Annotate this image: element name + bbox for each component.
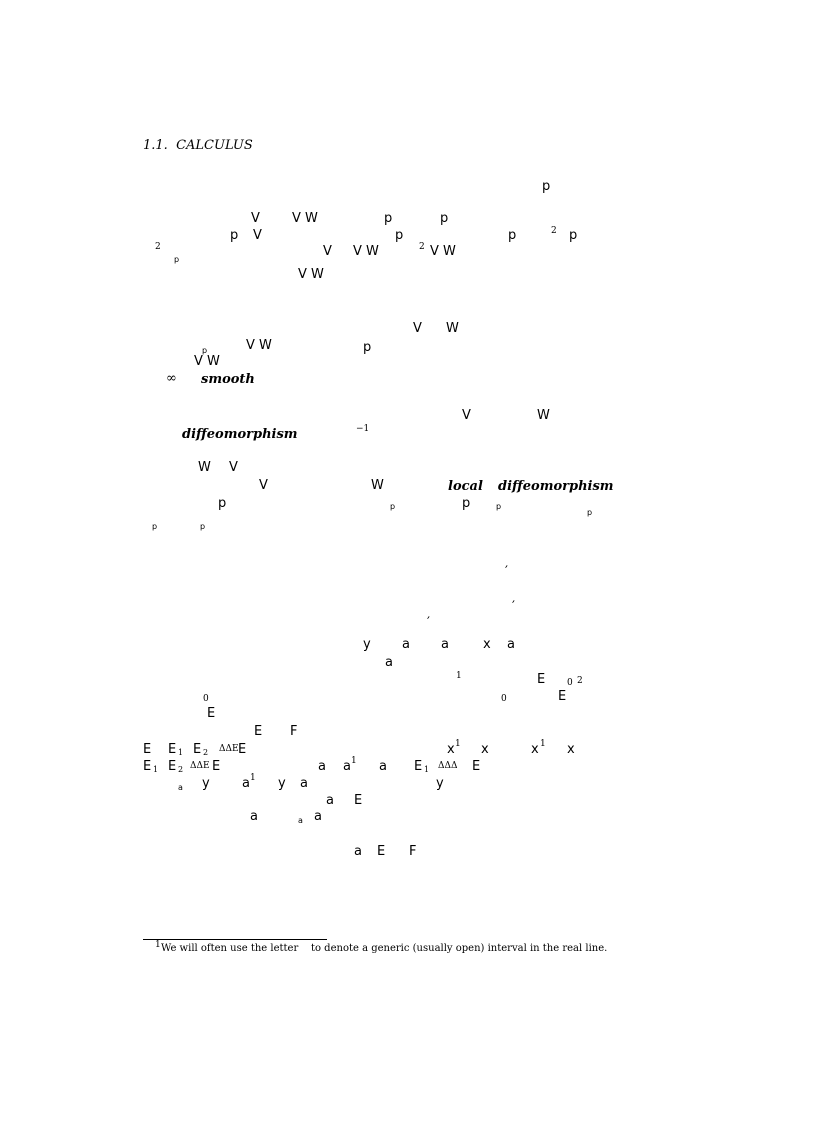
- math-E: E: [472, 759, 481, 774]
- math-sub-p: p: [152, 522, 158, 531]
- math-a: a: [314, 809, 322, 824]
- math-prime: ′: [427, 615, 430, 630]
- math-sup-1: 1: [351, 756, 357, 766]
- section-header: 1.1. CALCULUS: [143, 138, 253, 153]
- math-dots-E: ΔΔE: [190, 761, 210, 771]
- math-x: x: [531, 742, 539, 757]
- math-p: p: [440, 211, 449, 226]
- math-y: y: [436, 776, 444, 791]
- math-V: V: [251, 211, 260, 226]
- math-F: F: [409, 844, 417, 859]
- math-E: E: [143, 759, 152, 774]
- math-sub-2: 2: [178, 765, 184, 774]
- math-V: V: [259, 478, 268, 493]
- math-sup-2: 2: [155, 242, 161, 252]
- math-F: F: [290, 724, 298, 739]
- math-p: p: [384, 211, 393, 226]
- math-p: p: [230, 228, 239, 243]
- math-sub-p: p: [200, 522, 206, 531]
- math-sup-2: 2: [551, 226, 557, 236]
- math-y: y: [363, 637, 371, 652]
- math-a: a: [507, 637, 515, 652]
- math-p: p: [218, 496, 227, 511]
- math-p: p: [569, 228, 578, 243]
- math-sub-1: 1: [153, 765, 159, 774]
- math-sup-1: 1: [250, 773, 256, 783]
- math-prime: ′: [512, 599, 515, 614]
- math-E: E: [168, 742, 177, 757]
- math-x: x: [481, 742, 489, 757]
- math-W: W: [537, 408, 550, 423]
- math-a: a: [343, 759, 351, 774]
- math-W: W: [198, 460, 211, 475]
- math-x: x: [567, 742, 575, 757]
- math-a: a: [326, 793, 334, 808]
- math-sub-p: p: [174, 255, 180, 264]
- math-p: p: [462, 496, 471, 511]
- math-prime: ′: [505, 564, 508, 579]
- math-a: a: [250, 809, 258, 824]
- math-V: V: [253, 228, 262, 243]
- math-p: p: [395, 228, 404, 243]
- math-sub-0: 0: [567, 678, 573, 688]
- math-sub-a: a: [298, 816, 303, 825]
- math-infinity: ∞: [166, 371, 177, 386]
- term-diffeomorphism: diffeomorphism: [182, 427, 298, 442]
- math-E: E: [377, 844, 386, 859]
- math-p: p: [508, 228, 517, 243]
- math-E: E: [254, 724, 263, 739]
- math-sup-1: 1: [540, 739, 546, 749]
- math-a: a: [300, 776, 308, 791]
- math-VW: V W: [194, 354, 220, 369]
- math-V: V: [462, 408, 471, 423]
- math-VW: V W: [246, 338, 272, 353]
- math-a: a: [402, 637, 410, 652]
- math-a: a: [242, 776, 250, 791]
- math-sub-p: p: [587, 508, 593, 517]
- math-a: a: [385, 655, 393, 670]
- math-sub-a: a: [178, 783, 183, 792]
- math-a: a: [354, 844, 362, 859]
- math-VW: V W: [353, 244, 379, 259]
- math-E: E: [558, 689, 567, 704]
- math-E: E: [414, 759, 423, 774]
- math-p: p: [542, 179, 551, 194]
- math-y: y: [278, 776, 286, 791]
- footnote-text: We will often use the letter to denote a generic (usually open) interval in the real line.: [161, 943, 608, 954]
- math-E: E: [168, 759, 177, 774]
- math-sup-1: 1: [455, 739, 461, 749]
- math-V: V: [229, 460, 238, 475]
- math-E: E: [143, 742, 152, 757]
- math-W: W: [446, 321, 459, 336]
- math-dots-E: ΔΔE: [219, 744, 239, 754]
- math-VW: V W: [430, 244, 456, 259]
- math-E: E: [193, 742, 202, 757]
- math-a: a: [441, 637, 449, 652]
- footnote-rule: [143, 939, 327, 940]
- math-sub-1: 1: [178, 748, 184, 757]
- math-sub-1: 1: [424, 765, 430, 774]
- math-sub-p: p: [496, 502, 502, 511]
- math-W: W: [371, 478, 384, 493]
- math-E: E: [207, 706, 216, 721]
- math-y: y: [202, 776, 210, 791]
- math-V: V: [413, 321, 422, 336]
- footnote-marker: 1: [155, 940, 161, 950]
- math-sub-2: 2: [203, 748, 209, 757]
- math-VW: V W: [292, 211, 318, 226]
- math-sub-p: p: [390, 502, 396, 511]
- math-x: x: [483, 637, 491, 652]
- math-a: a: [379, 759, 387, 774]
- math-x: x: [447, 742, 455, 757]
- math-E: E: [212, 759, 221, 774]
- math-sup-minus-one: −1: [356, 424, 370, 434]
- term-diffeomorphism: diffeomorphism: [498, 479, 614, 494]
- math-sup-1: 1: [456, 671, 462, 681]
- math-dots: ΔΔΔ: [438, 761, 458, 771]
- math-sub-p: p: [202, 346, 208, 355]
- math-sup-0: 0: [203, 694, 209, 704]
- math-E: E: [537, 672, 546, 687]
- term-local: local: [448, 479, 483, 494]
- math-p: p: [363, 340, 372, 355]
- math-sup-2: 2: [419, 242, 425, 252]
- math-a: a: [318, 759, 326, 774]
- term-smooth: smooth: [201, 372, 255, 387]
- math-sup-2: 2: [577, 676, 583, 686]
- math-E: E: [238, 742, 247, 757]
- math-VW: V W: [298, 267, 324, 282]
- math-sup-0: 0: [501, 694, 507, 704]
- math-V: V: [323, 244, 332, 259]
- math-E: E: [354, 793, 363, 808]
